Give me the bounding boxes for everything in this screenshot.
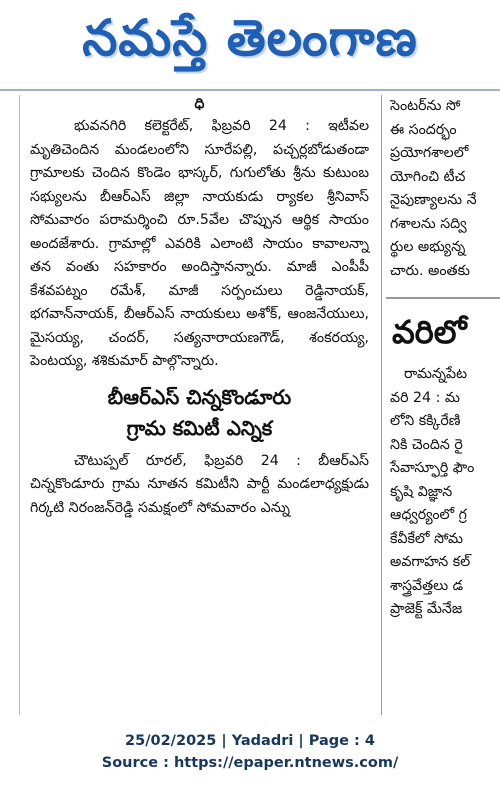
- right-line: రామన్నపేట: [404, 366, 468, 382]
- right-top-text: [386, 95, 500, 283]
- right-article-text: [386, 363, 500, 622]
- right-line: గశాలను సద్వి: [390, 215, 467, 232]
- right-line: నైపుణ్యాలను నే: [390, 192, 477, 208]
- left-column-rule: [19, 95, 20, 715]
- headline-line-2: గ్రామ కమిటీ ఎన్నిక: [126, 415, 273, 440]
- right-line: ఆధ్వర్యంలో గ్ర: [390, 507, 467, 523]
- masthead-divider: [0, 89, 500, 91]
- article-headline: [22, 382, 377, 444]
- right-line: యోగించి టీచ: [390, 168, 466, 185]
- newspaper-logo: నమస్తే తెలంగాణ: [82, 8, 418, 67]
- right-headline: వరిలో: [392, 313, 467, 351]
- newspaper-clipping: [0, 95, 500, 715]
- article-body-2: చౌటుప్పల్ రూరల్, ఫిబ్రవరి 24 : బీఆర్ఎస్ చిన్నకొండూరు గ్రామ నూతన కమిటీని పార్టీ మండలాధ్యక్షుడు గిర్కటి నిరంజన్‌రెడ్డి సమక్షంలో సోమవారం ఎన్ను: [30, 452, 369, 516]
- headline-line-1: బీఆర్ఎస్ చిన్నకొండూరు: [107, 384, 292, 409]
- main-column: [22, 95, 377, 715]
- right-line: శాస్త్రవేత్తలు డ: [390, 577, 464, 594]
- right-line: నికి చెందిన రై: [390, 436, 463, 453]
- right-line: అవగాహన కల్: [390, 554, 471, 570]
- right-column: [386, 95, 500, 715]
- right-line: ఈ సందర్భం: [390, 121, 457, 138]
- right-line: కృషి విజ్ఞాన: [390, 483, 453, 500]
- right-line: లోని కక్కిరేణి: [390, 413, 461, 429]
- source-footer: [0, 730, 500, 774]
- cut-headline-fragment: ధి: [194, 97, 205, 111]
- right-line: కేవీకేలో సోమ: [390, 530, 464, 547]
- source-link[interactable]: Source : https://epaper.ntnews.com/: [101, 755, 399, 771]
- masthead: [0, 0, 500, 88]
- right-line: సెంటర్‌ను సో: [390, 98, 461, 114]
- right-line: చారు. అంతకు: [390, 262, 470, 279]
- right-line: వరి 24 : మ: [390, 389, 460, 406]
- edition-info: 25/02/2025 | Yadadri | Page : 4: [125, 733, 375, 749]
- right-line: ప్రాజెక్ట్ మేనేజ: [390, 601, 463, 617]
- column-divider: [381, 95, 382, 715]
- right-line: ర్థుల అభ్యున్న: [390, 239, 466, 255]
- right-line: సేవాస్ఫూర్తి ఫౌం: [390, 460, 475, 476]
- right-section-divider: [386, 297, 500, 299]
- right-line: ప్రయోగశాలలో: [390, 145, 469, 161]
- article-body: భువనగిరి కలెక్టరేట్, ఫిబ్రవరి 24 : ఇటీవల మృతిచెందిన మండలంలోని సూరేపల్లి, పచ్చర్లబోడుతండా గ్రామాలకు చెందిన కొండెం భాస్కర్, గుగులోతు శ్రీను కుటుంబ సభ్యులను బీఆర్ఎస్ జిల్లా నాయకుడు ర్యాకల శ్రీనివాస్ సోమవారం పరామర్శించి రూ.5వేల చొప్పున ఆర్థిక సాయం అందజేశారు. గ్రామాల్లో ఎవరికి ఎలాంటి సాయం కావాలన్నా తన వంతు సహకారం అందిస్తానన్నారు. మాజీ ఎంపీపీ కేశవపట్నం రమేశ్, మాజీ సర్పంచులు రెడ్డినాయక్, భగవాన్‌నాయక్, బీఆర్ఎస్ నాయకులు అశోక్, ఆంజనేయులు, మైసయ్య, చందర్, సత్యనారాయణగౌడ్, శంకరయ్య, పెంటయ్య, శశికుమార్ పాల్గొన్నారు.: [30, 118, 369, 369]
